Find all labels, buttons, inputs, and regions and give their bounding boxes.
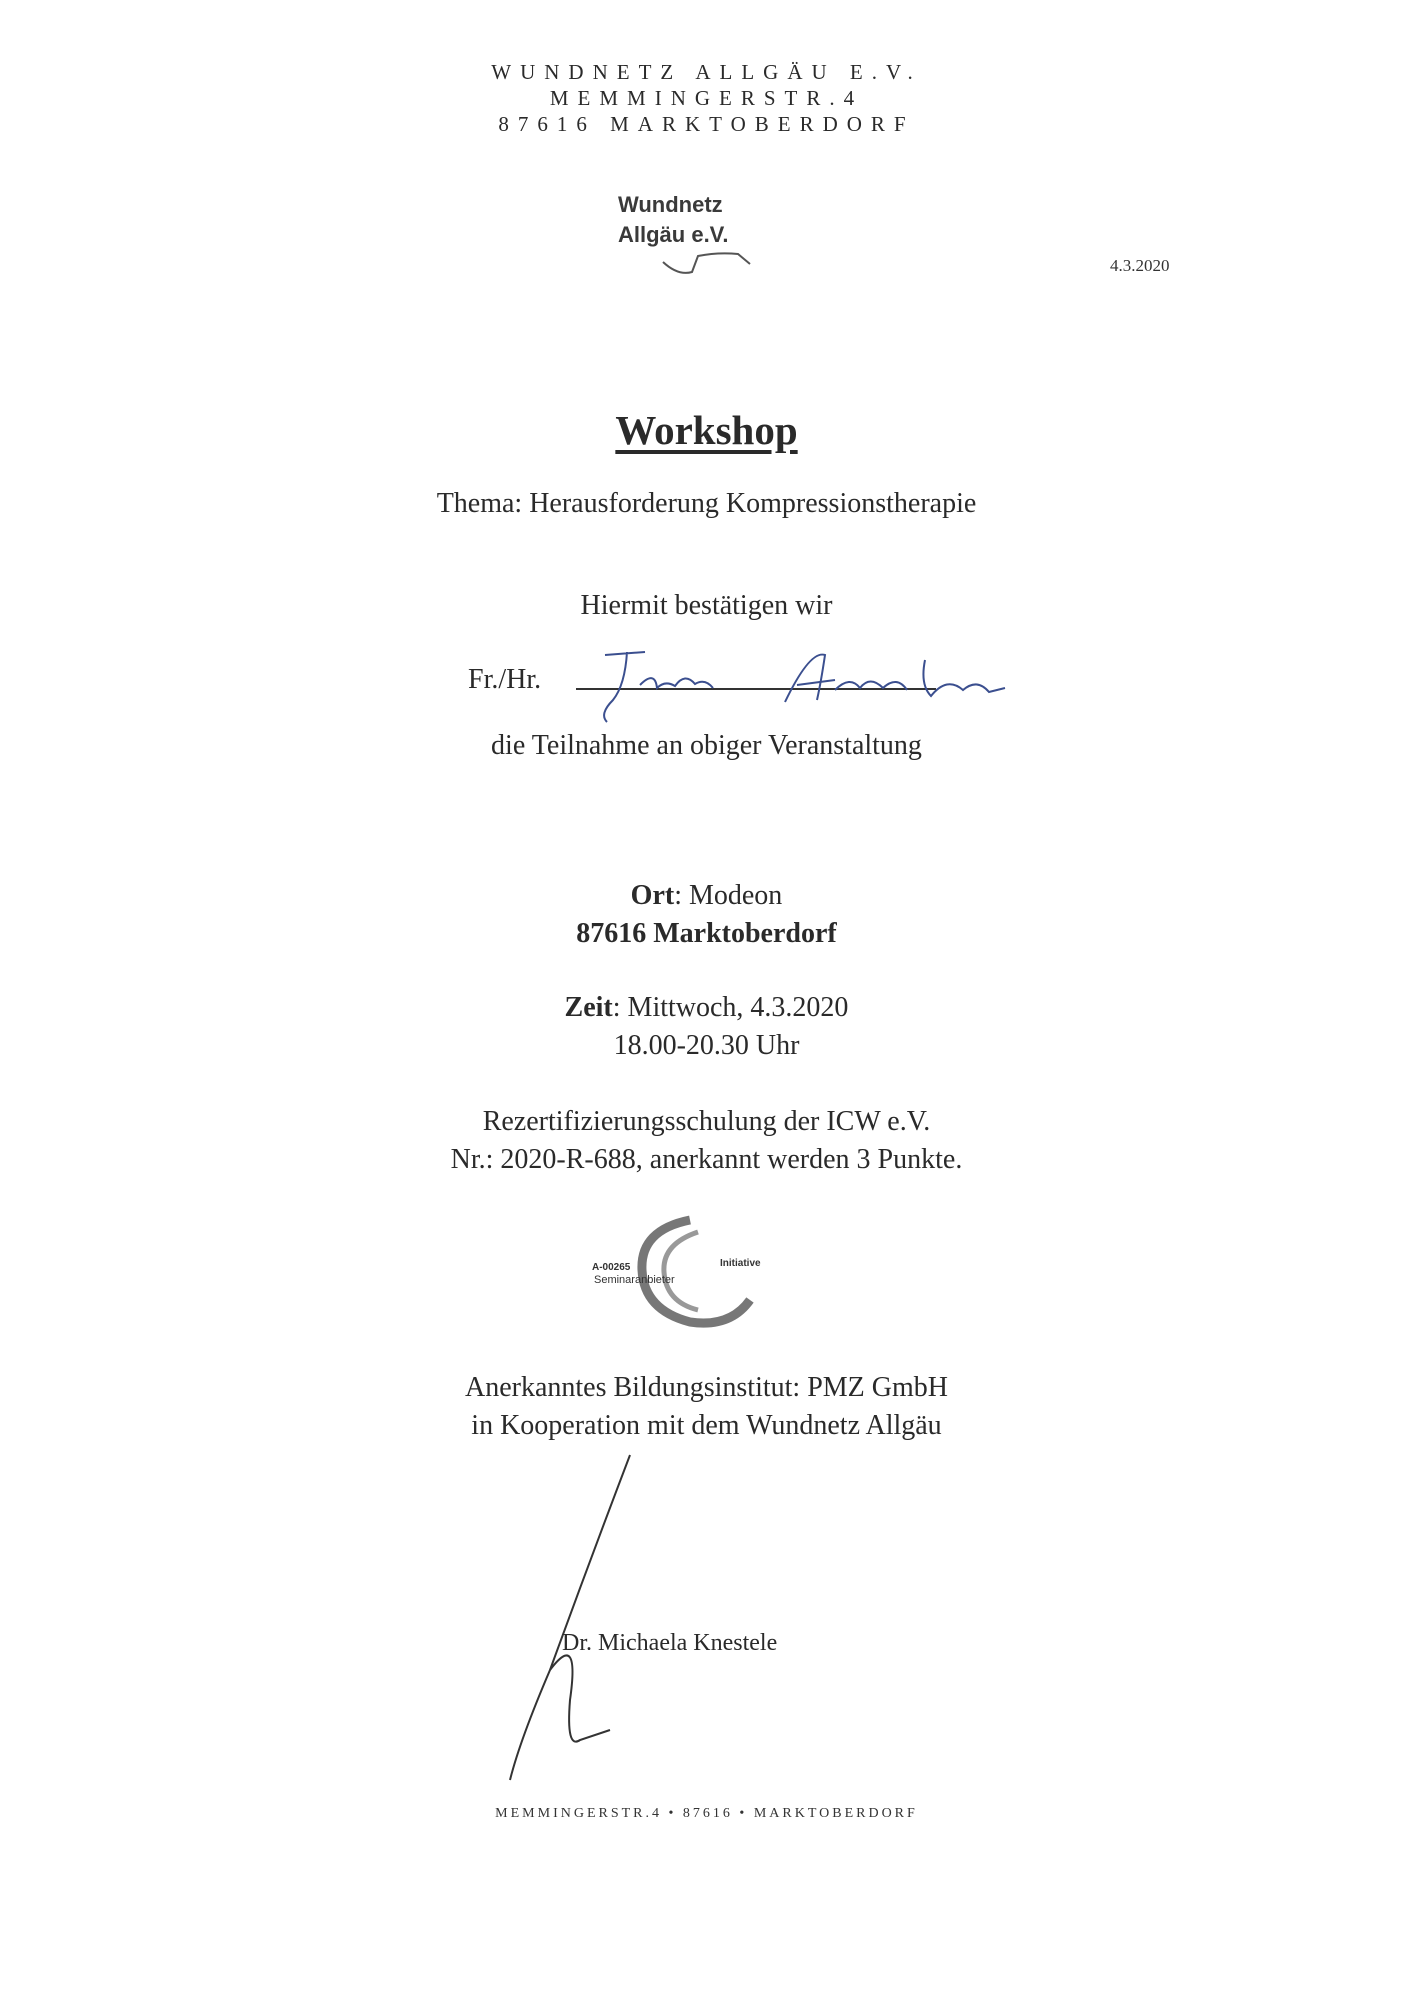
logo (618, 190, 728, 250)
confirm-text: Hiermit bestätigen wir (580, 590, 833, 621)
participation-text: die Teilnahme an obiger Veranstaltung (491, 730, 922, 761)
institute-line-1: Anerkanntes Bildungsinstitut: PMZ GmbH (465, 1372, 948, 1403)
page-title: Workshop (615, 407, 798, 453)
footer-address: MEMMINGERSTR.4 • 87616 • MARKTOBERDORF (495, 1806, 918, 1821)
badge-initiative: Initiative (720, 1258, 761, 1269)
zeit-value: : Mittwoch, 4.3.2020 (612, 992, 849, 1023)
document-date: 4.3.2020 (1110, 256, 1170, 275)
participant-handwriting (585, 640, 1085, 740)
zeit-hours: 18.00-20.30 Uhr (613, 1030, 800, 1061)
recert-line-2: Nr.: 2020-R-688, anerkannt werden 3 Punkte. (450, 1144, 963, 1175)
zeit-line (0, 992, 1413, 1024)
ort-city: 87616 Marktoberdorf (576, 918, 837, 949)
badge-id: A-00265 (592, 1262, 631, 1273)
salutation: Fr./Hr. (468, 664, 542, 695)
logo-line-2: Allgäu e.V. (618, 222, 729, 247)
letterhead-name: WUNDNETZ ALLGÄU E.V. (491, 60, 922, 84)
ort-label: Ort (630, 880, 675, 911)
ort-line (0, 880, 1413, 912)
logo-line-1: Wundnetz (618, 192, 723, 217)
signatory-name: Dr. Michaela Knestele (562, 1630, 778, 1656)
badge-label: Seminaranbieter (594, 1274, 675, 1286)
ort-value: : Modeon (674, 880, 783, 911)
recert-line-1: Rezertifizierungsschulung der ICW e.V. (482, 1106, 931, 1137)
signature-scribble (490, 1450, 670, 1790)
seminar-badge (580, 1210, 770, 1340)
logo-wave-icon (658, 250, 768, 280)
thema: Thema: Herausforderung Kompressionstherapie (436, 488, 977, 519)
letterhead-street: MEMMINGERSTR.4 (549, 86, 864, 110)
zeit-label: Zeit (564, 992, 613, 1023)
letterhead-city: 87616 MARKTOBERDORF (498, 112, 915, 136)
institute-line-2: in Kooperation mit dem Wundnetz Allgäu (471, 1410, 942, 1441)
